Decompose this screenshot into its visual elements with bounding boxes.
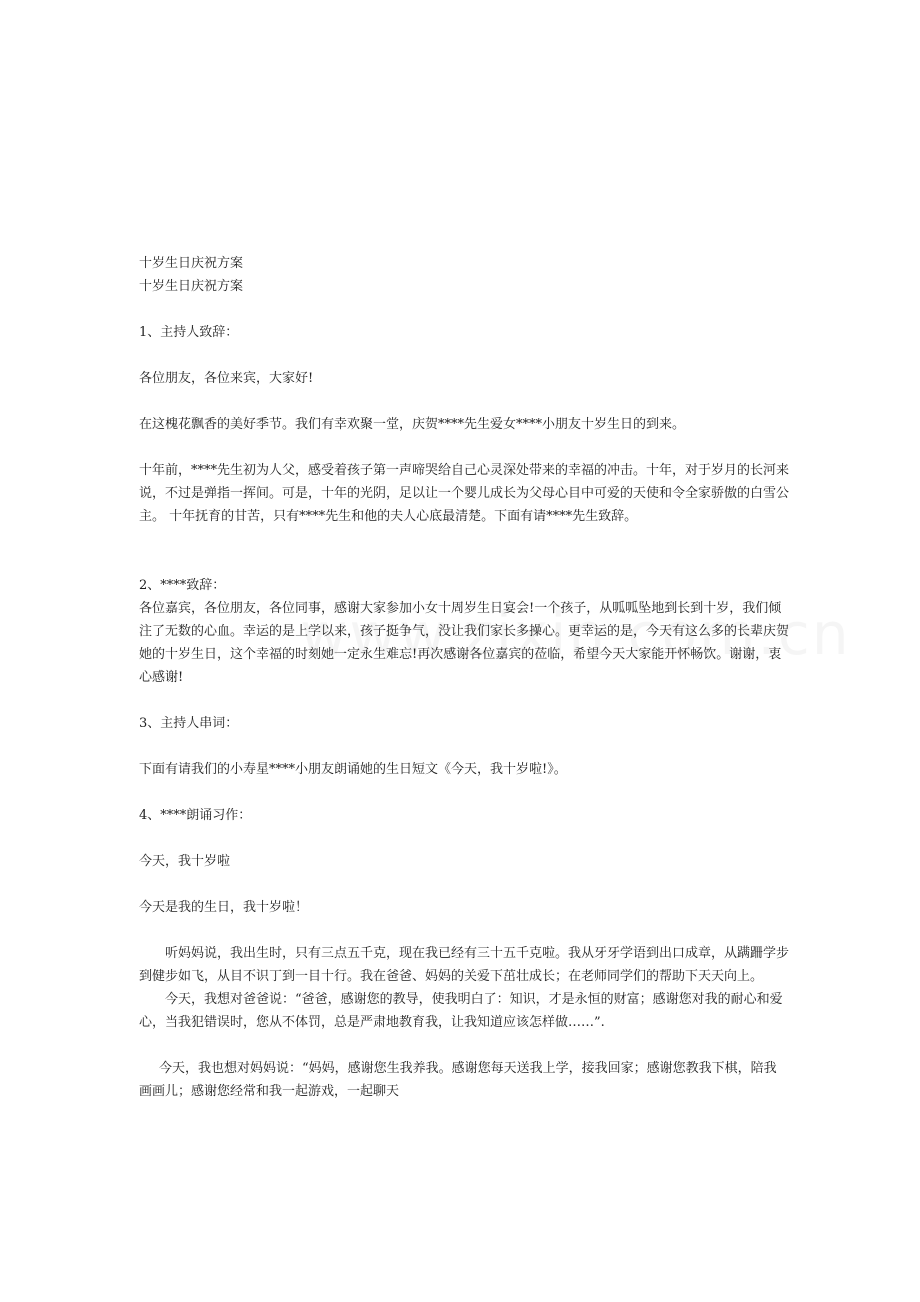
section-1-heading: 1、主持人致辞： — [139, 325, 239, 340]
essay-paragraph-1: 听妈妈说，我出生时，只有三点五千克，现在我已经有三十五千克啦。我从牙牙学语到出口成章，从蹒跚学步到健步如飞，从目不识丁到一目十行。我在爸爸、妈妈的关爱下茁壮成长；在老师同学们的帮助下天天向上。 — [139, 946, 790, 984]
section-3-heading: 3、主持人串词： — [139, 716, 239, 731]
doc-title: 十岁生日庆祝方案 — [139, 256, 244, 271]
section-1-greeting: 各位朋友，各位来宾，大家好! — [139, 371, 314, 386]
section-2-paragraph-1: 各位嘉宾，各位朋友，各位同事，感谢大家参加小女十周岁生日宴会!一个孩子，从呱呱坠地到长到十岁，我们倾注了无数的心血。幸运的是上学以来，孩子挺争气，没让我们家长多操心。更幸运的是，今天有这么多的长辈庆贺她的十岁生日，这个幸福的时刻她一定永生难忘!再次感谢各位嘉宾的莅临，希望今天大家能开怀畅饮。谢谢，衷心感谢! — [139, 601, 790, 685]
section-3-paragraph-1: 下面有请我们的小寿星****小朋友朗诵她的生日短文《今天，我十岁啦!》。 — [139, 762, 567, 777]
essay-paragraph-3: 今天，我也想对妈妈说：“妈妈，感谢您生我养我。感谢您每天送我上学，接我回家；感谢您教我下棋，陪我画画儿；感谢您经常和我一起游戏，一起聊天 — [139, 1061, 777, 1099]
document-body — [139, 252, 789, 1103]
section-4-heading: 4、****朗诵习作： — [139, 808, 252, 823]
doc-subtitle: 十岁生日庆祝方案 — [139, 279, 244, 294]
section-2-heading: 2、****致辞： — [139, 578, 226, 593]
essay-line-1: 今天是我的生日，我十岁啦！ — [139, 900, 309, 915]
essay-title: 今天，我十岁啦 — [139, 854, 231, 869]
section-1-paragraph-2: 十年前，****先生初为人父，感受着孩子第一声啼哭给自己心灵深处带来的幸福的冲击。十年，对于岁月的长河来说，不过是弹指一挥间。可是，十年的光阴，足以让一个婴儿成长为父母心目中可爱的天使和令全家骄傲的白雪公主。 十年抚育的甘苦，只有****先生和他的夫人心底最清楚。下面有请****先生致辞。 — [139, 463, 790, 524]
essay-paragraph-2: 今天，我想对爸爸说：“爸爸，感谢您的教导，使我明白了：知识，才是永恒的财富；感谢您对我的耐心和爱心，当我犯错误时，您从不体罚，总是严肃地教育我，让我知道应该怎样做……”. — [139, 992, 783, 1030]
section-1-paragraph-1: 在这槐花飘香的美好季节。我们有幸欢聚一堂，庆贺****先生爱女****小朋友十岁生日的到来。 — [139, 417, 686, 432]
